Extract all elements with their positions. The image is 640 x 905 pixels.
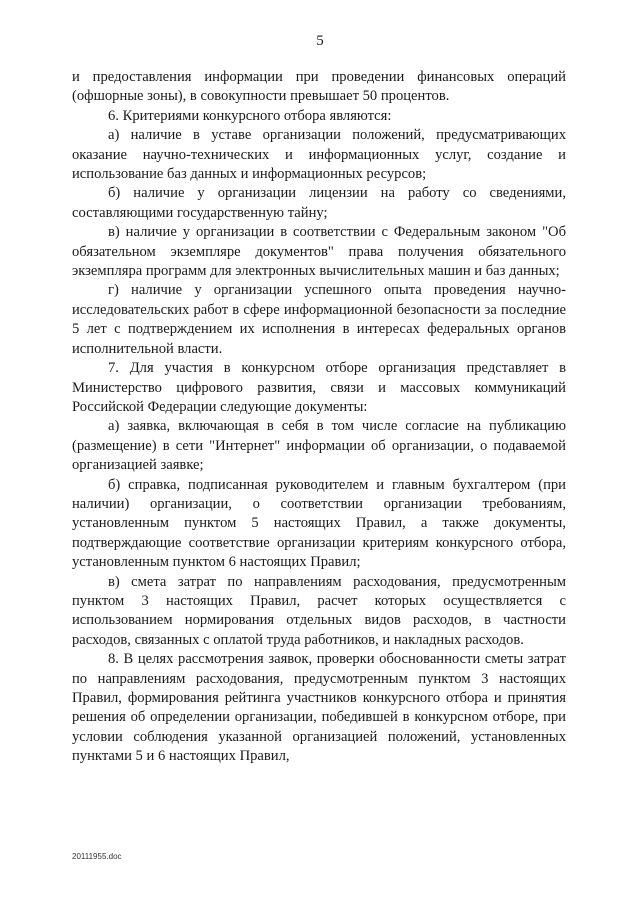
paragraph-section-6-v: в) наличие у организации в соответствии с Федеральным законом "Об обязательном экземпляре документов" права получения обязательного экземпляра программ для электронных вычислительных машин и баз данных; <box>72 224 566 280</box>
paragraph-section-6-a: а) наличие в уставе организации положений, предусматривающих оказание научно-технических и информационных услуг, создание и использование баз данных и информационных ресурсов; <box>72 127 566 183</box>
paragraph-section-8: 8. В целях рассмотрения заявок, проверки обоснованности сметы затрат по направлениям расходования, предусмотренным пунктом 3 настоящих Правил, формирования рейтинга участников конкурсного отбора и принятия решения об определении организации, победившей в конкурсном отборе, при условии соблюдения указанной организацией положений, установленных пунктами 5 и 6 настоящих Правил, <box>72 651 566 765</box>
paragraph-section-7-a: а) заявка, включающая в себя в том числе согласие на публикацию (размещение) в сети "Интернет" информации об организации, о подаваемой организацией заявке; <box>72 418 566 474</box>
paragraph-section-7-v: в) смета затрат по направлениям расходования, предусмотренным пунктом 3 настоящих Правил, расчет которых осуществляется с использованием нормирования отдельных видов расходов, в частности расходов, связанных с оплатой труда работников, и накладных расходов. <box>72 573 566 648</box>
page-number: 5 <box>316 33 324 49</box>
paragraph-section-7-heading: 7. Для участия в конкурсном отборе организация представляет в Министерство цифрового развития, связи и массовых коммуникаций Российской Федерации следующие документы: <box>72 360 566 415</box>
paragraph-section-7-b: б) справка, подписанная руководителем и главным бухгалтером (при наличии) организации, о соответствии организации требованиям, установленным пунктом 5 настоящих Правил, а также документы, подтверждающие соответствие организации критериям конкурсного отбора, установленным пунктом 6 настоящих Правил; <box>72 476 566 571</box>
paragraph-section-6-heading: 6. Критериями конкурсного отбора являются: <box>108 107 392 124</box>
paragraph-section-6-g: г) наличие у организации успешного опыта проведения научно-исследовательских работ в сфере информационной безопасности за последние 5 лет с подтверждением их исполнения в интересах федеральных органов исполнительной власти. <box>72 282 566 357</box>
document-file-reference: 20111955.doc <box>72 852 122 861</box>
paragraph-section-6-b: б) наличие у организации лицензии на работу со сведениями, составляющими государственную тайну; <box>72 185 566 221</box>
paragraph-continuation: и предоставления информации при проведении финансовых операций (офшорные зоны), в совокупности превышает 50 процентов. <box>72 69 566 105</box>
document-body <box>72 68 566 767</box>
